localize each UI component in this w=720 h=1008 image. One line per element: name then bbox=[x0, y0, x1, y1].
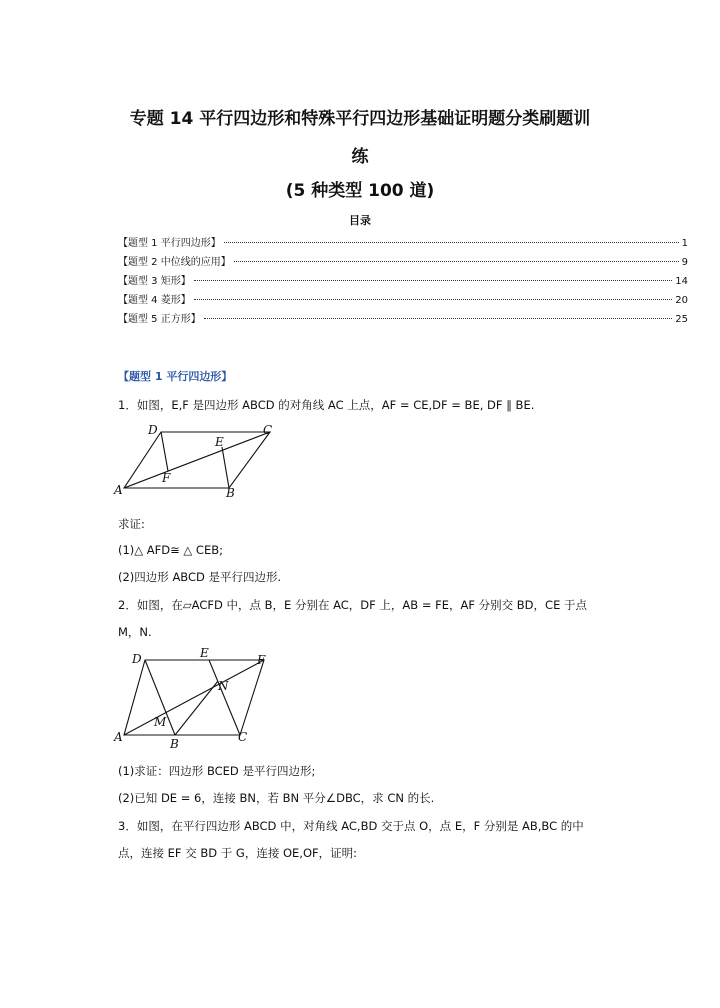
point-label-e: E bbox=[215, 435, 224, 449]
problem-1-figure bbox=[112, 420, 292, 505]
toc-leader-dots bbox=[224, 242, 679, 243]
toc-item-label: 【题型 5 正方形】 bbox=[118, 314, 201, 325]
toc-item-3[interactable] bbox=[118, 272, 688, 291]
segment-af bbox=[124, 660, 264, 735]
toc-item-label: 【题型 1 平行四边形】 bbox=[118, 238, 221, 249]
problem-3-statement-line2: 点，连接 EF 交 BD 于 G，连接 OE,OF，证明: bbox=[118, 846, 357, 860]
toc-leader-dots bbox=[234, 261, 679, 262]
problem-3-statement-line1: 3．如图，在平行四边形 ABCD 中，对角线 AC,BD 交于点 O，点 E，F 分别是 AB,BC 的中 bbox=[118, 819, 584, 833]
toc-item-label: 【题型 2 中位线的应用】 bbox=[118, 257, 231, 268]
diagonal-ac bbox=[124, 432, 270, 488]
toc-item-page: 14 bbox=[675, 276, 688, 287]
table-of-contents bbox=[118, 234, 688, 329]
segment-be bbox=[222, 447, 229, 488]
segment-bn bbox=[175, 681, 218, 735]
problem-2-statement-line1: 2．如图，在▱ACFD 中，点 B，E 分别在 AC，DF 上，AB = FE，AF 分别交 BD，CE 于点 bbox=[118, 598, 587, 612]
problem-1-statement: 1．如图，E,F 是四边形 ABCD 的对角线 AC 上点，AF = CE,DF = BE, DF ∥ BE. bbox=[118, 398, 535, 412]
toc-leader-dots bbox=[194, 280, 673, 281]
point-label-f: F bbox=[257, 653, 266, 667]
point-label-m: M bbox=[154, 715, 167, 729]
point-label-f: F bbox=[162, 471, 171, 485]
problem-1-part-2: (2)四边形 ABCD 是平行四边形. bbox=[118, 570, 282, 584]
problem-1-part-1: (1)△ AFD≅ △ CEB; bbox=[118, 543, 223, 557]
document-title-line1: 专题 14 平行四边形和特殊平行四边形基础证明题分类刷题训 bbox=[129, 109, 591, 129]
problem-1-prove-label: 求证: bbox=[118, 517, 145, 531]
toc-item-4[interactable] bbox=[118, 291, 688, 310]
toc-item-page: 9 bbox=[681, 257, 688, 268]
toc-leader-dots bbox=[204, 318, 673, 319]
toc-heading: 目录 bbox=[349, 214, 371, 227]
point-label-c: C bbox=[263, 423, 273, 437]
toc-leader-dots bbox=[194, 299, 673, 300]
toc-item-5[interactable] bbox=[118, 310, 688, 329]
segment-df bbox=[161, 432, 168, 471]
segment-ce bbox=[209, 660, 240, 735]
point-label-d: D bbox=[132, 652, 142, 666]
point-label-a: A bbox=[114, 483, 123, 497]
toc-item-page: 1 bbox=[681, 238, 688, 249]
toc-item-page: 20 bbox=[675, 295, 688, 306]
toc-item-label: 【题型 4 菱形】 bbox=[118, 295, 191, 306]
toc-item-1[interactable] bbox=[118, 234, 688, 253]
toc-item-page: 25 bbox=[675, 314, 688, 325]
document-title-line2: 练 bbox=[351, 147, 369, 167]
problem-2-part-1: (1)求证：四边形 BCED 是平行四边形; bbox=[118, 764, 316, 778]
point-label-c: C bbox=[238, 730, 248, 744]
document-title-line3: (5 种类型 100 道) bbox=[285, 181, 435, 201]
problem-2-statement-line2: M，N. bbox=[118, 625, 152, 639]
toc-item-2[interactable] bbox=[118, 253, 688, 272]
point-label-n: N bbox=[218, 679, 229, 693]
point-label-d: D bbox=[148, 423, 158, 437]
point-label-b: B bbox=[170, 737, 179, 751]
point-label-b: B bbox=[226, 486, 235, 500]
problem-2-part-2: (2)已知 DE = 6，连接 BN，若 BN 平分∠DBC，求 CN 的长. bbox=[118, 791, 435, 805]
point-label-e: E bbox=[200, 646, 209, 660]
section-heading: 【题型 1 平行四边形】 bbox=[118, 370, 233, 383]
point-label-a: A bbox=[114, 730, 123, 744]
toc-item-label: 【题型 3 矩形】 bbox=[118, 276, 191, 287]
problem-2-figure bbox=[112, 645, 282, 755]
